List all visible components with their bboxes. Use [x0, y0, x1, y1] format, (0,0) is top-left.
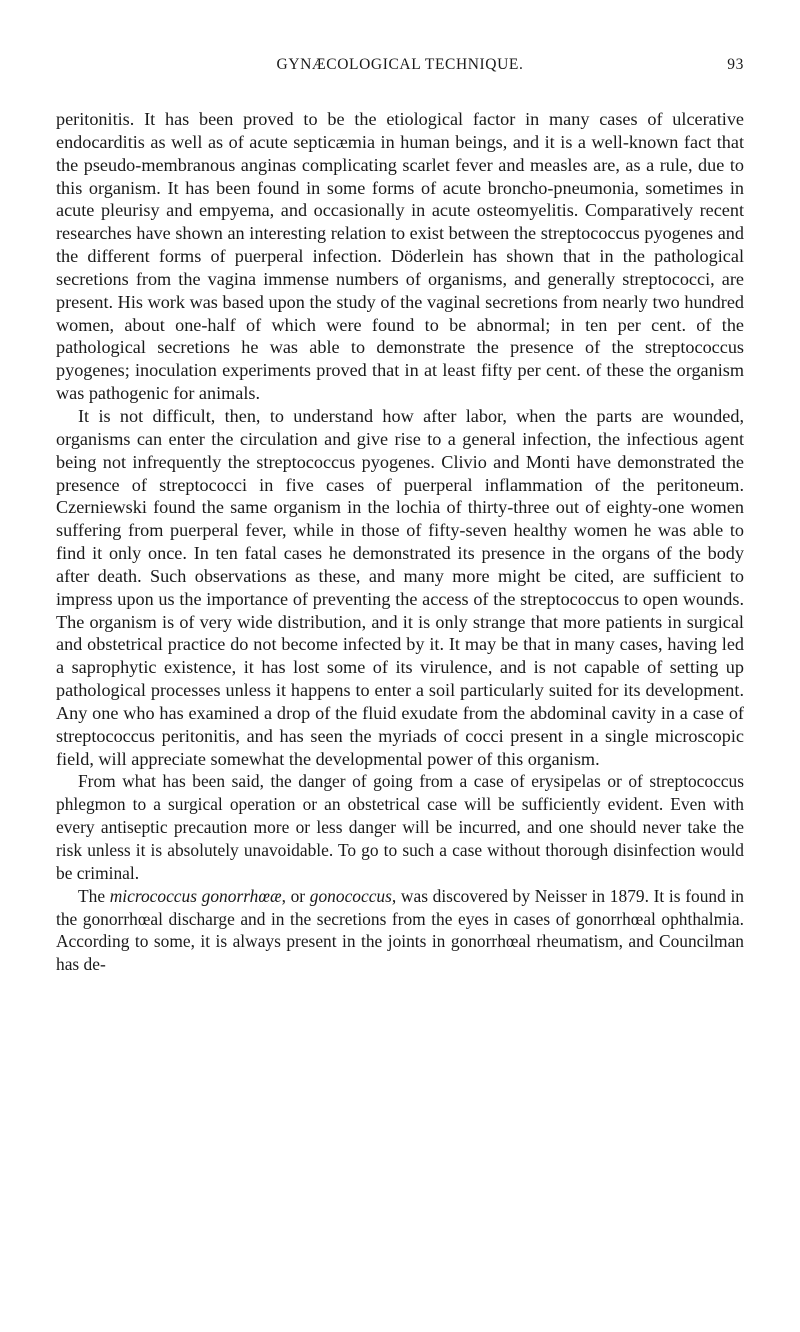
- paragraph-2: It is not difficult, then, to understand how after labor, when the parts are wounded, organisms can enter the circulation and give rise to a general infection, the infectious agent being not infrequently the streptococcus pyogenes. Clivio and Monti have demonstrated the presence of streptococci in five cases of puerperal inflammation of the peritoneum. Czerniewski found the same organism in the lochia of thirty-three out of eighty-one women suffering from puerperal fever, while in those of fifty-seven healthy women he was able to find it only once. In ten fatal cases he demonstrated its presence in the organs of the body after death. Such observations as these, and many more might be cited, are sufficient to impress upon us the importance of preventing the access of the streptococcus to open wounds. The organism is of very wide distribution, and it is only strange that more patients in surgical and obstetrical practice do not become infected by it. It may be that in many cases, having led a saprophytic existence, it has lost some of its virulence, and is not capable of setting up pathological processes unless it happens to enter a soil particularly suited for its development. Any one who has examined a drop of the fluid exudate from the abdominal cavity in a case of streptococcus peritonitis, and has seen the myriads of cocci present in a single microscopic field, will appreciate somewhat the developmental power of this organism.: [56, 405, 744, 769]
- italic-term-micrococcus: micrococcus gonorrhœæ: [109, 885, 282, 906]
- paragraph-4-lead: The: [78, 885, 110, 906]
- body-text: [56, 108, 744, 976]
- paragraph-4: [56, 885, 744, 976]
- running-head: [56, 56, 744, 78]
- paragraph-4-mid: , or: [281, 885, 310, 906]
- paragraph-1: peritonitis. It has been proved to be the etiological factor in many cases of ulcerative endocarditis as well as of acute septicæmia in human beings, and it is a well-known fact that the pseudo-membranous anginas complicating scarlet fever and measles are, as a rule, due to this organism. It has been found in some forms of acute broncho-pneumonia, sometimes in acute pleurisy and empyema, and occasionally in acute osteomyelitis. Comparatively recent researches have shown an interesting relation to exist between the streptococcus pyogenes and the different forms of puerperal infection. Döderlein has shown that in the pathological secretions from the vagina immense numbers of organisms, and generally streptococci, are present. His work was based upon the study of the vaginal secretions from nearly two hundred women, about one-half of which were found to be abnormal; in ten per cent. of the pathological secretions he was able to demonstrate the presence of the streptococcus pyogenes; inoculation experiments proved that in at least fifty per cent. of these the organism was pathogenic for animals.: [56, 109, 744, 404]
- paragraph-3: From what has been said, the danger of going from a case of erysipelas or of streptococcus phlegmon to a surgical operation or an obstetrical case will be sufficiently evident. Even with every antiseptic precaution more or less danger will be incurred, and one should never take the risk unless it is absolutely unavoidable. To go to such a case without thorough disinfection would be criminal.: [56, 771, 744, 883]
- paragraph-4-tail: , was discovered by Neisser in 1879. It is found in the gonorrhœal discharge and in the secretions from the eyes in cases of gonorrhœal ophthalmia. According to some, it is always present in the joints in gonorrhœal rheumatism, and Councilman has de-: [56, 885, 744, 975]
- italic-term-gonococcus: gonococcus: [309, 885, 392, 906]
- page-number: 93: [727, 56, 744, 73]
- running-title: GYNÆCOLOGICAL TECHNIQUE.: [276, 56, 524, 73]
